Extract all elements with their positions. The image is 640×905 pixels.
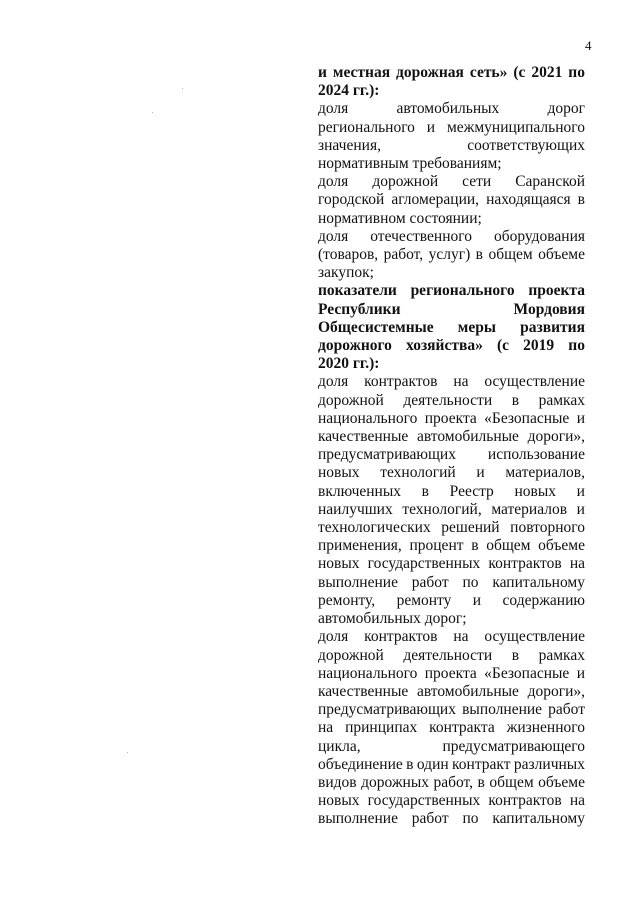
word: дорог <box>547 100 585 118</box>
word: наилучших <box>318 500 393 518</box>
word: и <box>472 591 482 609</box>
word: доля <box>318 227 349 245</box>
word: осуществление <box>484 628 585 646</box>
word: общем <box>486 537 531 555</box>
text-line <box>318 756 585 774</box>
word: в <box>406 755 414 773</box>
word: городской <box>318 191 385 209</box>
text-line <box>318 592 585 610</box>
word: регионального <box>318 118 415 136</box>
text-line <box>318 137 585 155</box>
word: капитальному <box>492 810 585 828</box>
word: и <box>476 464 485 482</box>
text-line <box>318 665 585 683</box>
word: различных <box>513 755 585 773</box>
text-line <box>318 337 585 355</box>
text-line <box>318 628 585 646</box>
word: государственных <box>367 555 481 573</box>
word: технологий <box>380 464 456 482</box>
word: проекта <box>424 409 477 427</box>
text-line <box>318 373 585 391</box>
word: деятельности <box>403 646 493 664</box>
text-line <box>318 483 585 501</box>
word: принципах <box>345 719 418 737</box>
text-line <box>318 119 585 137</box>
word: в <box>477 773 485 791</box>
word: в <box>577 191 585 209</box>
word: контрактов <box>488 555 562 573</box>
word: дорожной <box>318 391 384 409</box>
text-line <box>318 738 585 756</box>
word: межмуниципального <box>446 118 585 136</box>
text-line <box>318 774 585 792</box>
word: Саранской <box>515 173 585 191</box>
word: сети <box>462 173 492 191</box>
text-line: 2024 гг.): <box>318 82 380 100</box>
word: технологических <box>318 519 431 537</box>
word: и <box>426 118 436 136</box>
word: в <box>475 246 483 264</box>
word: контракт <box>452 755 511 773</box>
text-line <box>318 701 585 719</box>
word: качественные <box>318 682 409 700</box>
word: доля <box>318 628 349 646</box>
word: местная <box>332 64 391 81</box>
text-line <box>318 228 585 246</box>
word: Республики <box>318 300 401 318</box>
text-line <box>318 719 585 737</box>
scan-speck <box>152 112 153 113</box>
text-line: закупок; <box>318 264 374 282</box>
text-line <box>318 810 585 828</box>
text-line <box>318 555 585 573</box>
word: рамках <box>538 391 585 409</box>
word: «Безопасные <box>484 409 570 427</box>
word: и <box>576 500 585 518</box>
word: на <box>569 792 585 810</box>
document-text-column <box>318 64 585 829</box>
word: и <box>576 482 585 500</box>
word: показатели <box>318 282 397 300</box>
word: решений <box>441 519 500 537</box>
word: объеме <box>538 537 585 555</box>
word: «Безопасные <box>484 664 570 682</box>
word: государственных <box>367 792 481 810</box>
word: дорожной <box>318 646 384 664</box>
word: содержанию <box>502 591 585 609</box>
word: 2021 <box>531 64 563 81</box>
text-line <box>318 501 585 519</box>
text-line <box>318 319 585 337</box>
text-line: автомобильных дорог; <box>318 610 467 628</box>
word: выполнение <box>318 810 398 828</box>
word: 2019 <box>523 337 555 355</box>
word: (с <box>496 337 510 355</box>
word: выполнение <box>318 573 398 591</box>
word: автомобильных <box>396 100 500 118</box>
word: дороги», <box>527 428 585 446</box>
word: национального <box>318 664 418 682</box>
word: по <box>568 64 585 81</box>
text-line <box>318 792 585 810</box>
word: доля <box>318 373 349 391</box>
word: работ <box>548 701 585 719</box>
word: работ <box>411 810 449 828</box>
word: выполнение <box>462 701 543 719</box>
word: развития <box>520 318 585 336</box>
word: Реестр <box>449 482 494 500</box>
text-line <box>318 301 585 319</box>
text-line <box>318 464 585 482</box>
word: (товаров, <box>318 246 379 264</box>
word: жизненного <box>506 719 585 737</box>
word: и <box>318 64 327 81</box>
scan-speck <box>127 752 128 753</box>
word: отечественного <box>370 227 472 245</box>
word: на <box>453 373 469 391</box>
word: регионального <box>410 282 515 300</box>
word: проекта <box>528 282 585 300</box>
word: в <box>511 646 520 664</box>
text-line <box>318 428 585 446</box>
word: включенных <box>318 482 402 500</box>
word: использование <box>487 446 585 464</box>
text-line <box>318 537 585 555</box>
word: в <box>511 391 520 409</box>
word: рамках <box>538 646 585 664</box>
word: повторного <box>510 519 585 537</box>
text-line <box>318 282 585 300</box>
text-line <box>318 64 585 82</box>
word: дорожная <box>396 64 464 81</box>
word: предусматривающих <box>318 446 456 464</box>
text-line <box>318 683 585 701</box>
text-line: 2020 гг.): <box>318 355 380 373</box>
word: новых <box>318 792 360 810</box>
word: соответствующих <box>467 136 585 154</box>
word: дорожной <box>372 173 439 191</box>
word: автомобильные <box>416 428 519 446</box>
word: дороги», <box>527 682 585 700</box>
word: предусматривающего <box>442 737 585 755</box>
word: новых <box>318 464 360 482</box>
word: на <box>318 719 334 737</box>
word: новых <box>514 482 556 500</box>
text-line <box>318 246 585 264</box>
word: контрактов <box>364 628 438 646</box>
word: материалов, <box>505 464 585 482</box>
text-line <box>318 446 585 464</box>
word: предусматривающих <box>318 701 456 719</box>
word: хозяйства» <box>406 337 483 355</box>
word: осуществление <box>484 373 585 391</box>
word: дорожных <box>361 773 429 791</box>
word: капитальному <box>492 573 585 591</box>
word: автомобильные <box>416 682 519 700</box>
text-line <box>318 173 585 191</box>
text-line <box>318 191 585 209</box>
word: (с <box>513 64 526 81</box>
word: на <box>453 628 469 646</box>
word: ремонту <box>396 591 452 609</box>
word: технологий, <box>402 500 482 518</box>
word: агломерации, <box>391 191 480 209</box>
word: контрактов <box>364 373 438 391</box>
word: новых <box>318 555 360 573</box>
word: видов <box>318 773 357 791</box>
word: услуг) <box>428 246 471 264</box>
word: по <box>568 337 585 355</box>
text-line <box>318 519 585 537</box>
word: цикла, <box>318 737 361 755</box>
text-line: нормативном состоянии; <box>318 209 482 227</box>
word: сеть» <box>469 64 508 81</box>
word: общем <box>489 773 534 791</box>
word: значения, <box>318 136 381 154</box>
word: дорожного <box>318 337 392 355</box>
word: ремонту, <box>318 591 376 609</box>
page-number: 4 <box>585 38 592 53</box>
text-line <box>318 647 585 665</box>
text-line <box>318 410 585 428</box>
word: доля <box>318 100 349 118</box>
word: работ, <box>433 773 474 791</box>
word: в <box>421 482 429 500</box>
word: национального <box>318 409 418 427</box>
word: деятельности <box>403 391 493 409</box>
word: применения, <box>318 537 402 555</box>
word: объеме <box>538 246 585 264</box>
word: по <box>462 573 479 591</box>
word: оборудования <box>493 227 585 245</box>
text-line: нормативным требованиям; <box>318 155 502 173</box>
word: один <box>416 755 449 773</box>
word: находящаяся <box>486 191 571 209</box>
word: на <box>569 555 585 573</box>
word: и <box>576 409 585 427</box>
text-line <box>318 100 585 118</box>
word: работ, <box>383 246 424 264</box>
text-line <box>318 392 585 410</box>
scan-speck <box>182 88 183 89</box>
word: материалов <box>491 500 568 518</box>
word: объеме <box>538 773 585 791</box>
word: процент <box>409 537 464 555</box>
word: общем <box>488 246 533 264</box>
word: качественные <box>318 428 409 446</box>
word: проекта <box>424 664 477 682</box>
word: в <box>471 537 479 555</box>
word: контрактов <box>488 792 562 810</box>
word: по <box>462 810 479 828</box>
word: работ <box>411 573 449 591</box>
word: объединение <box>318 755 403 773</box>
word: меры <box>457 318 496 336</box>
word: контракта <box>429 719 495 737</box>
word: и <box>576 664 585 682</box>
text-line <box>318 574 585 592</box>
word: Общесистемные <box>318 318 434 336</box>
word: Мордовия <box>513 300 585 318</box>
word: доля <box>318 173 349 191</box>
